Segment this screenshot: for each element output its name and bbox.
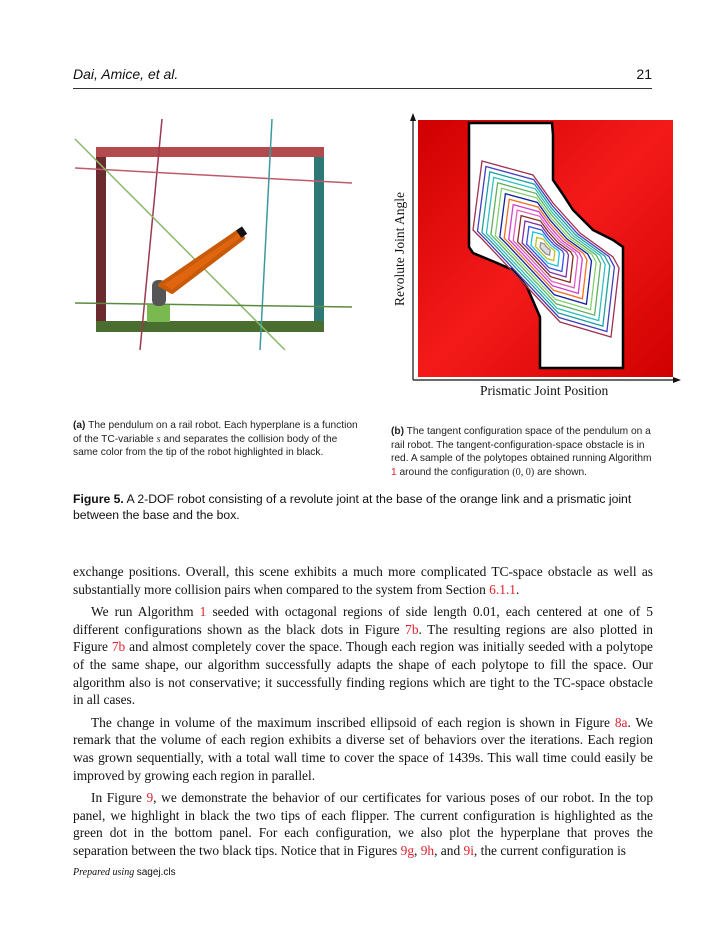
paragraph (73, 603, 653, 709)
figure-label: Figure 5. (73, 492, 124, 506)
caption-a (73, 419, 365, 460)
box-left-wall (96, 157, 106, 332)
paragraph (73, 789, 653, 859)
cross-ref-link[interactable]: 6.1.1 (489, 581, 516, 597)
y-axis-arrow-icon (410, 113, 416, 121)
algorithm-ref-link[interactable]: 1 (391, 466, 397, 478)
caption-a-text: The pendulum on a rail robot. Each hyperplane is a function of the TC-variable (73, 420, 358, 445)
figure-a-robot-scene (75, 119, 352, 350)
hyperplane-green-1 (75, 139, 285, 350)
figure-5-graphics (0, 0, 725, 420)
robot-base (147, 305, 170, 322)
footer-cls: sagej.cls (136, 867, 176, 878)
text-run: , we demonstrate the behavior of our certificates for various poses of our robot. In the top panel, we highlight in black the two tips of each flipper. The current configuration is highlighted as the green dot in the bottom panel. For each configuration, we also plot the hyperplane that proves the separation between the two black tips. Notice that in Figures (73, 790, 654, 858)
text-run: and almost completely cover the space. Though each region was initially seeded with a polytope of the same shape, our algorithm successfully adapts the shape of each polytope to fill the space. Our algorithm also is not conservative; it successfully finding regions which are tight to the TC-space obstacle in all cases. (73, 639, 653, 708)
text-run: . (515, 581, 520, 597)
caption-a-var: s (156, 433, 161, 445)
robot-orange-link (160, 230, 243, 292)
page-number: 21 (636, 66, 652, 82)
caption-b (391, 425, 656, 479)
footer (73, 867, 176, 878)
y-axis-label: Revolute Joint Angle (392, 192, 407, 306)
text-run: We run Algorithm (91, 604, 200, 620)
box-bottom-wall (96, 321, 324, 332)
text-run: seeded with octagonal regions of side length 0.01, each centered at one of 5 different configurations shown as the black dots in Figure (73, 604, 653, 637)
caption-b-label: (b) (391, 426, 405, 437)
cross-ref-link[interactable]: 9h (420, 842, 435, 858)
footer-prefix: Prepared using (73, 867, 137, 878)
figure-5-caption (73, 492, 663, 523)
cross-ref-link[interactable]: 9i (463, 842, 474, 858)
caption-a-text-2: and separates the collision body of the same color from the tip of the robot highlighted in black. (73, 433, 338, 459)
cross-ref-link[interactable]: 9g (400, 842, 415, 858)
paragraph (73, 563, 653, 598)
text-run: , and (434, 842, 464, 858)
cross-ref-link[interactable]: 7b (405, 621, 419, 637)
x-axis-arrow-icon (673, 377, 681, 383)
caption-b-text-3: are shown. (534, 466, 587, 478)
caption-a-label: (a) (73, 420, 86, 431)
cross-ref-link[interactable]: 7b (111, 639, 126, 655)
box-top-wall (96, 147, 324, 157)
text-run: . The resulting regions are also plotted in Figure (73, 621, 653, 655)
running-header-authors: Dai, Amice, et al. (73, 66, 179, 82)
text-run: , the current configuration is (473, 842, 627, 858)
caption-b-text-2: around the configuration (396, 466, 513, 478)
cross-ref-link[interactable]: 1 (199, 604, 207, 620)
text-run: The change in volume of the maximum inscribed ellipsoid of each region is shown in Figure (91, 714, 615, 730)
text-run: In Figure (91, 790, 147, 806)
figure-caption-text: A 2-DOF robot consisting of a revolute joint at the base of the orange link and a prismatic joint between the base and the box. (73, 492, 632, 522)
text-run: . We remark that the volume of each region exhibits a diverse set of behaviors over the iterations. Each region was grown sequentially, with a total wall time to cover the space of 1439s. This wall time could easily be improved by growing each region in parallel. (73, 714, 653, 783)
text-run: , (414, 842, 421, 858)
figure-b-tc-space-plot (392, 113, 681, 398)
body-text (73, 563, 653, 865)
paragraph (73, 714, 653, 784)
caption-b-math: (0, 0) (512, 466, 535, 478)
cross-ref-link[interactable]: 9 (146, 790, 154, 806)
hyperplane-green-2 (75, 303, 352, 307)
text-run: exchange positions. Overall, this scene exhibits a much more complicated TC-space obstacle as well as substantially more collision pairs when compared to the system from Section (73, 564, 653, 597)
caption-b-text: The tangent configuration space of the pendulum on a rail robot. The tangent-configuration-space obstacle is in red. A sample of the polytopes obtained running Algorithm (391, 426, 652, 465)
cross-ref-link[interactable]: 8a (614, 714, 628, 730)
x-axis-label: Prismatic Joint Position (480, 383, 609, 398)
